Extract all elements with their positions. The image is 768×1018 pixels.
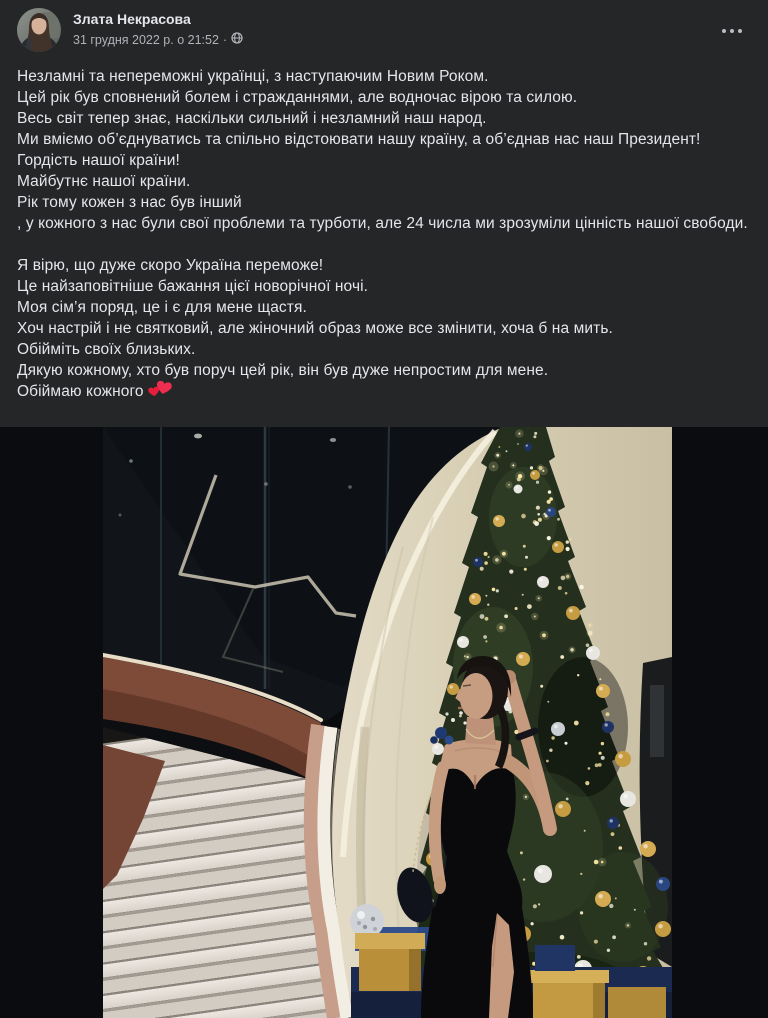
- post-line: Незламні та непереможні українці, з наступаючим Новим Роком.: [17, 68, 489, 85]
- avatar-portrait: [17, 8, 61, 52]
- post-text: [0, 56, 768, 404]
- post-line: Цей рік був сповнений болем і стражданнями, але водночас вірою та силою.: [17, 89, 578, 106]
- post-photo[interactable]: [0, 427, 768, 1018]
- post-line: Обійміть своїх близьких.: [17, 341, 196, 358]
- photo-scene: [103, 427, 672, 1018]
- post-line: Весь світ тепер знає, наскільки сильний і незламний наш народ.: [17, 110, 487, 127]
- post-line-closing: [17, 381, 751, 404]
- dot-icon: [738, 29, 743, 34]
- post-line: , у кожного з нас були свої проблеми та турботи, але 24 числа ми зрозуміли цінність нашої свободи.: [17, 215, 748, 232]
- header-text: [73, 10, 243, 48]
- post-line: Дякую кожному, хто був поруч цей рік, він був дуже непростим для мене.: [17, 362, 549, 379]
- avatar[interactable]: [17, 8, 61, 52]
- post-line: Гордість нашої країни!: [17, 152, 180, 169]
- post-line-blank: [17, 234, 751, 255]
- two-hearts-emoji: [148, 381, 172, 404]
- meta-separator: ·: [222, 32, 228, 47]
- post-options-button[interactable]: [714, 21, 750, 41]
- post-line: Майбутнє нашої країни.: [17, 173, 191, 190]
- post-meta: [73, 32, 243, 48]
- post-line: Рік тому кожен з нас був інший: [17, 194, 242, 211]
- author-name[interactable]: Злата Некрасова: [73, 11, 191, 27]
- globe-icon: [231, 32, 243, 48]
- post-line: Це найзаповітніше бажання цієї новорічної ночі.: [17, 278, 369, 295]
- closing-text: Обіймаю кожного: [17, 383, 144, 400]
- post-line: Я вірю, що дуже скоро Україна переможе!: [17, 257, 324, 274]
- post-line: Ми вміємо об’єднуватись та спільно відстоювати нашу країну, а об’єднав нас наш Президент!: [17, 131, 701, 148]
- post-line: Моя сім’я поряд, це і є для мене щастя.: [17, 299, 307, 316]
- dot-icon: [730, 29, 735, 34]
- post-line: Хоч настрій і не святковий, але жіночний образ може все змінити, хоча б на мить.: [17, 320, 613, 337]
- post-header: [0, 0, 768, 56]
- dot-icon: [722, 29, 727, 34]
- timestamp[interactable]: 31 грудня 2022 р. о 21:52: [73, 32, 219, 47]
